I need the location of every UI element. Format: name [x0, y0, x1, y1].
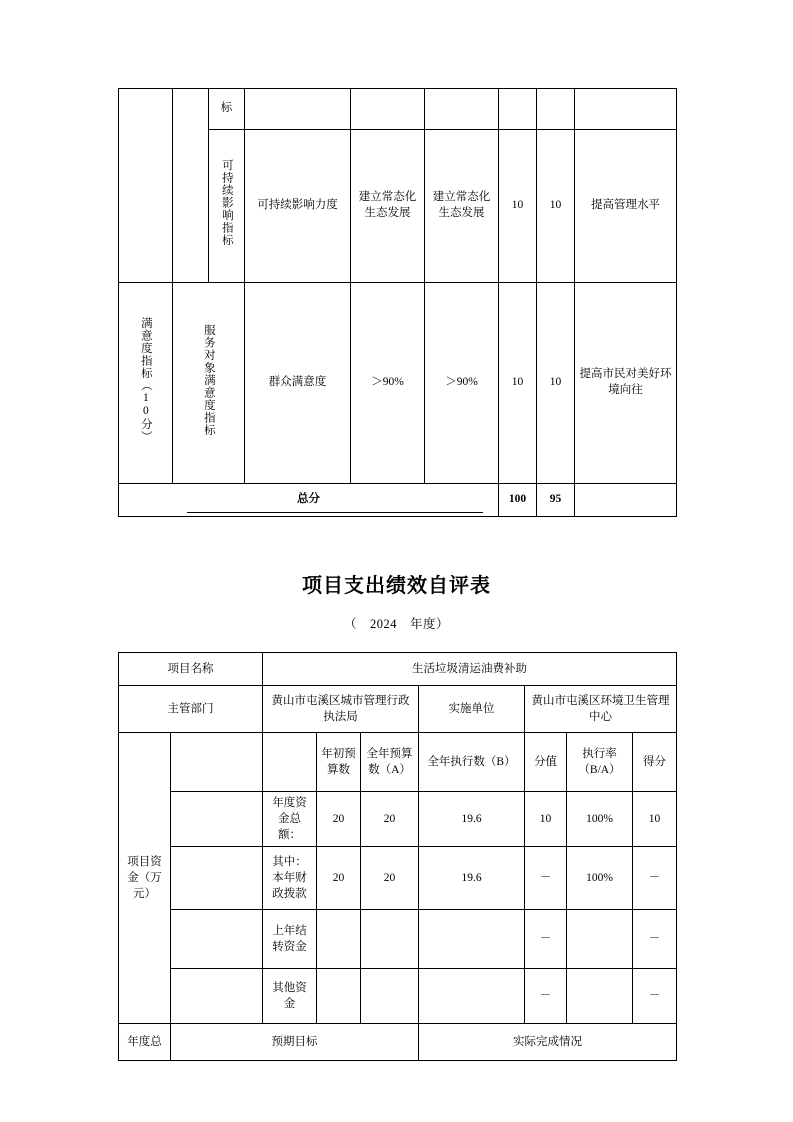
table-row: [119, 686, 677, 733]
cell-year-budget: 20: [361, 847, 419, 910]
performance-indicator-table: [118, 88, 677, 517]
cell-year-budget: [361, 910, 419, 969]
table-row: [119, 1024, 677, 1061]
table-row: [119, 792, 677, 847]
header-year-exec: 全年执行数（B）: [419, 733, 525, 792]
header-exec-rate: 执行率（B/A）: [567, 733, 633, 792]
cell-score-value: －: [525, 969, 567, 1024]
dept-value: 黄山市屯溪区城市管理行政执法局: [263, 686, 419, 733]
row-label-blank: [171, 847, 263, 910]
cell-score-value: [499, 89, 537, 130]
funds-label: 项目资金（万元）: [119, 733, 171, 1024]
page-title: 项目支出绩效自评表: [302, 575, 491, 597]
total-score: 95: [537, 484, 575, 517]
impl-value: 黄山市屯溪区环境卫生管理中心: [525, 686, 677, 733]
cell-note: 提高市民对美好环境向往: [575, 283, 677, 484]
cell-year-exec: 19.6: [419, 792, 525, 847]
total-note: [575, 484, 677, 517]
table-row: [119, 969, 677, 1024]
table-row: [119, 89, 677, 130]
row-label: 年度资金总额：: [263, 792, 317, 847]
header-begin-budget: 年初预算数: [317, 733, 361, 792]
header-year-budget: 全年预算数（A）: [361, 733, 419, 792]
table-row-total: [119, 484, 677, 517]
cell-indicator-category: 可持续影响指标: [209, 130, 245, 283]
cell-score-value: 10: [525, 792, 567, 847]
total-label: 总分: [119, 484, 499, 517]
cell-actual: ＞90%: [425, 283, 499, 484]
cell-satisfaction-subcategory: 服务对象满意度指标: [173, 283, 245, 484]
cell-year-exec: 19.6: [419, 847, 525, 910]
cell-target: ＞90%: [351, 283, 425, 484]
cell-score-value: 10: [499, 130, 537, 283]
dept-label: 主管部门: [119, 686, 263, 733]
cell-indicator-label-partial: 标: [209, 89, 245, 130]
project-self-evaluation-table: [118, 652, 677, 1061]
table-row-header: [119, 733, 677, 792]
cell-note: 提高管理水平: [575, 130, 677, 283]
cell-exec-rate: 100%: [567, 792, 633, 847]
page-subtitle: （ 2024 年度）: [343, 617, 449, 631]
cell-score: 10: [633, 792, 677, 847]
cell-score: 10: [537, 283, 575, 484]
row-label: 其他资金: [263, 969, 317, 1024]
cell-note: [575, 89, 677, 130]
header-blank2: [263, 733, 317, 792]
cell-score: －: [633, 847, 677, 910]
cell-begin-budget: 20: [317, 792, 361, 847]
project-name-value: 生活垃圾清运油费补助: [263, 653, 677, 686]
cell-exec-rate: 100%: [567, 847, 633, 910]
impl-label: 实施单位: [419, 686, 525, 733]
cell-year-exec: [419, 969, 525, 1024]
table-row: [119, 283, 677, 484]
cell-exec-rate: [567, 969, 633, 1024]
cell-indicator-name: 可持续影响力度: [245, 130, 351, 283]
table-row: [119, 653, 677, 686]
table-row: [119, 910, 677, 969]
actual-label: 实际完成情况: [419, 1024, 677, 1061]
expected-label: 预期目标: [171, 1024, 419, 1061]
row-label-blank: [171, 792, 263, 847]
cell-year-budget: [361, 969, 419, 1024]
cell-indicator-name: 群众满意度: [245, 283, 351, 484]
cell-score: －: [633, 910, 677, 969]
cell-exec-rate: [567, 910, 633, 969]
cell-score: －: [633, 969, 677, 1024]
cell-target: 建立常态化生态发展: [351, 130, 425, 283]
row-label-blank: [171, 910, 263, 969]
cell-indicator-name: [245, 89, 351, 130]
table-row: [119, 847, 677, 910]
cell-year-budget: 20: [361, 792, 419, 847]
cell-blank-left2: [173, 89, 209, 283]
cell-actual: [425, 89, 499, 130]
row-label: 其中：本年财政拨款: [263, 847, 317, 910]
cell-blank-left: [119, 89, 173, 283]
cell-score-value: －: [525, 910, 567, 969]
row-label-blank: [171, 969, 263, 1024]
cell-begin-budget: [317, 969, 361, 1024]
project-name-label: 项目名称: [119, 653, 263, 686]
total-score-value: 100: [499, 484, 537, 517]
cell-actual: 建立常态化生态发展: [425, 130, 499, 283]
header-blank: [171, 733, 263, 792]
cell-begin-budget: [317, 910, 361, 969]
cell-year-exec: [419, 910, 525, 969]
cell-target: [351, 89, 425, 130]
header-score-value: 分值: [525, 733, 567, 792]
row-label: 上年结转资金: [263, 910, 317, 969]
cell-score: 10: [537, 130, 575, 283]
annual-label: 年度总: [119, 1024, 171, 1061]
header-score: 得分: [633, 733, 677, 792]
cell-begin-budget: 20: [317, 847, 361, 910]
cell-satisfaction-category: 满意度指标（10分）: [119, 283, 173, 484]
cell-score: [537, 89, 575, 130]
cell-score-value: 10: [499, 283, 537, 484]
cell-score-value: －: [525, 847, 567, 910]
